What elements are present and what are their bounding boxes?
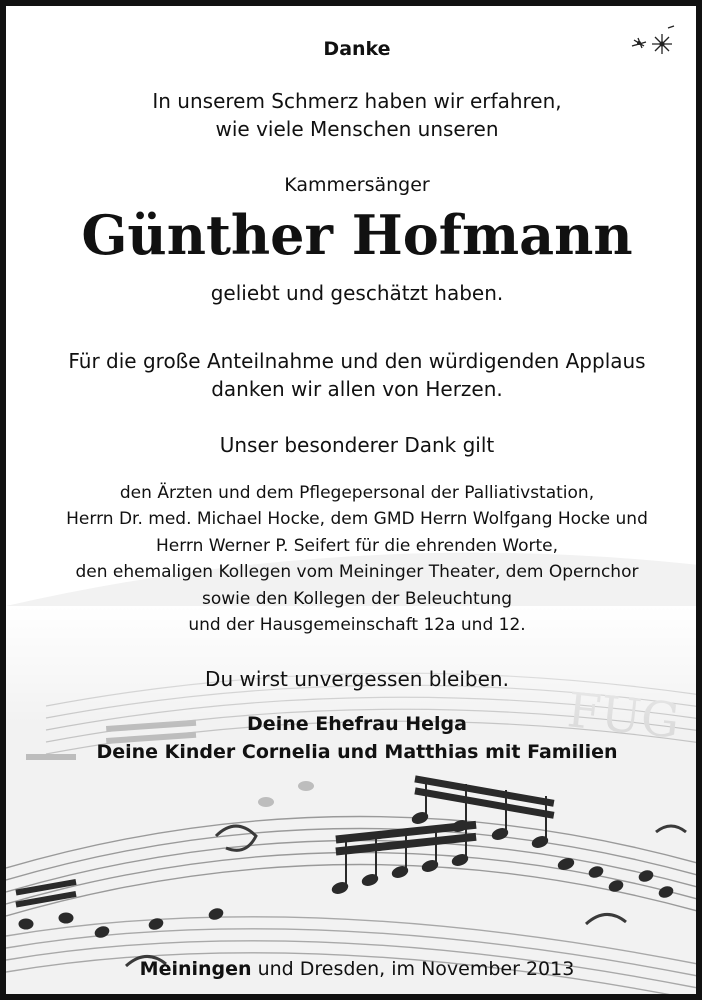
place-date-rest: und Dresden, im November 2013 <box>251 958 575 980</box>
deceased-name: Günther Hofmann <box>81 203 633 267</box>
special-list-item: sowie den Kollegen der Beleuchtung <box>201 589 513 609</box>
intro-line-2: wie viele Menschen unseren <box>215 117 499 141</box>
honorific-title: Kammersänger <box>284 174 430 196</box>
special-list-item: Herrn Dr. med. Michael Hocke, dem GMD Herrn Wolfgang Hocke und <box>66 509 648 529</box>
place-date-line <box>12 956 702 982</box>
heading: Danke <box>323 38 391 60</box>
special-thanks-heading: Unser besonderer Dank gilt <box>219 433 495 457</box>
signature-line-2: Deine Kinder Cornelia und Matthias mit Familien <box>96 741 618 763</box>
special-list-item: Herrn Werner P. Seifert für die ehrenden Worte, <box>155 536 559 556</box>
thanks-line-2: danken wir allen von Herzen. <box>211 377 503 401</box>
special-list-item: den Ärzten und dem Pflegepersonal der Palliativstation, <box>119 483 595 503</box>
signature-line-1: Deine Ehefrau Helga <box>247 713 467 735</box>
special-list-item: den ehemaligen Kollegen vom Meininger Theater, dem Opernchor <box>75 562 639 582</box>
intro-line-1: In unserem Schmerz haben wir erfahren, <box>152 89 562 113</box>
special-list-item: und der Hausgemeinschaft 12a und 12. <box>188 615 526 635</box>
thanks-line-1: Für die große Anteilnahme und den würdigenden Applaus <box>68 349 646 373</box>
place-name: Meiningen <box>139 958 252 980</box>
after-name-line: geliebt und geschätzt haben. <box>210 281 504 305</box>
remembrance-line: Du wirst unvergessen bleiben. <box>205 667 509 691</box>
